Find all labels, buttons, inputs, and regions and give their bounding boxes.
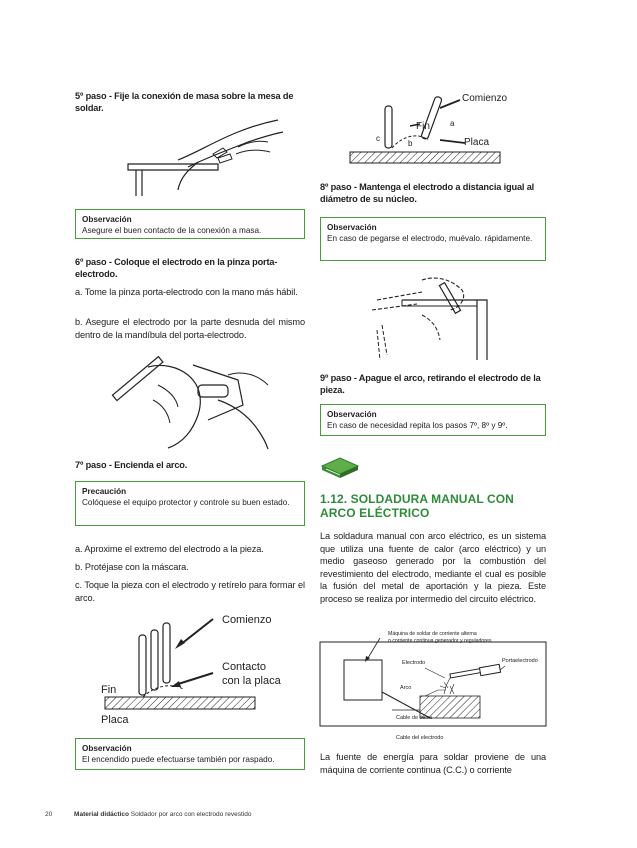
diagram-portaelectrodo: Portaelectrodo (502, 658, 538, 664)
electrode-angle-diagram (340, 88, 540, 173)
final-paragraph: La fuente de energía para soldar proviene de una máquina de corriente continua (C.C.) o corriente (320, 752, 546, 775)
retract-electrode-illustration (362, 270, 512, 370)
diagram-cable-tierra: Cable de tierra (396, 715, 433, 721)
step-7-heading: 7º paso - Encienda el arco. (75, 460, 188, 470)
precaution-text: Colóquese el equipo protector y controle su buen estado. (82, 498, 290, 507)
fig1-b: b (408, 139, 413, 148)
observation-title: Observación (327, 410, 377, 419)
fig1-c: c (376, 134, 380, 143)
page-footer (45, 811, 251, 818)
fig1-a: a (450, 119, 455, 128)
observation-title: Observación (82, 215, 132, 224)
page-number: 20 (45, 811, 53, 818)
observation-box-1 (75, 209, 305, 239)
step-7b: b. Protéjase con la máscara. (75, 562, 189, 572)
observation-text: En caso de necesidad repita los pasos 7º, 8º y 9º. (327, 421, 508, 430)
observation-text: El encendido puede efectuarse también por raspado. (82, 755, 275, 764)
step-5-heading: 5º paso - Fije la conexión de masa sobre la mesa de soldar. (75, 91, 294, 113)
precaution-box (75, 481, 305, 526)
section-title: 1.12. SOLDADURA MANUAL CON ARCO ELÉCTRICO (320, 492, 514, 520)
step-6b: b. Asegure el electrodo por la parte desnuda del mismo dentro de la mandíbula del porta-electrodo. (75, 317, 305, 340)
fig-label-contacto-1: Contacto (222, 661, 267, 673)
observation-box-4 (320, 404, 546, 436)
fig-label-placa: Placa (101, 714, 129, 726)
fig-label-comienzo: Comienzo (222, 614, 272, 626)
section-body: La soldadura manual con arco eléctrico, es un sistema que utiliza una fuente de calor (arco eléctrico) y un medio gaseoso generado por la combustión del revestimiento del electrodo, mediante el cual es posible la fusión del metal de aportación y la pieza. Este proceso se realiza por intermedio del circuito eléctrico. (320, 531, 546, 604)
fig-label-contacto (222, 660, 281, 688)
observation-box-3 (320, 217, 546, 261)
fig1-placa: Placa (464, 137, 490, 148)
ground-clamp-illustration (118, 112, 288, 197)
step-7c: c. Toque la pieza con el electrodo y retírelo para formar el arco. (75, 580, 305, 603)
book-icon (320, 456, 360, 478)
observation-text: En caso de pegarse el electrodo, muévalo. rápidamente. (327, 234, 533, 243)
footer-title: Soldador por arco con electrodo revestido (130, 811, 252, 818)
hand-holding-electrode-illustration (108, 345, 278, 450)
step-6a: a. Tome la pinza porta-electrodo con la mano más hábil. (75, 287, 298, 297)
observation-title: Observación (327, 223, 377, 232)
observation-box-2 (75, 738, 305, 770)
step-9-heading: 9º paso - Apague el arco, retirando el electrodo de la pieza. (320, 373, 541, 395)
fig-label-fin: Fin (101, 684, 117, 696)
fig-label-contacto-2: con la placa (222, 675, 281, 687)
fig1-fin: Fin (416, 121, 430, 132)
precaution-title: Precaución (82, 487, 127, 496)
observation-text: Asegure el buen contacto de la conexión a masa. (82, 226, 262, 235)
step-7a: a. Aproxime el extremo del electrodo a la pieza. (75, 544, 264, 554)
diagram-arco: Arco (400, 685, 412, 691)
diagram-machine-label (388, 631, 492, 645)
diagram-machine-1: Máquina de soldar de corriente alterna (388, 631, 477, 637)
step-6-heading: 6º paso - Coloque el electrodo en la pinza porta-electrodo. (75, 257, 278, 279)
fig1-comienzo: Comienzo (462, 93, 508, 104)
observation-title: Observación (82, 744, 132, 753)
diagram-cable-electrodo: Cable del electrodo (396, 735, 444, 741)
diagram-electrodo: Electrodo (402, 660, 426, 666)
footer-label: Material didáctico (74, 811, 129, 818)
step-8-heading: 8º paso - Mantenga el electrodo a distancia igual al diámetro de su núcleo. (320, 182, 535, 204)
diagram-machine-2: o corriente continua generador y reguladores (388, 638, 492, 644)
